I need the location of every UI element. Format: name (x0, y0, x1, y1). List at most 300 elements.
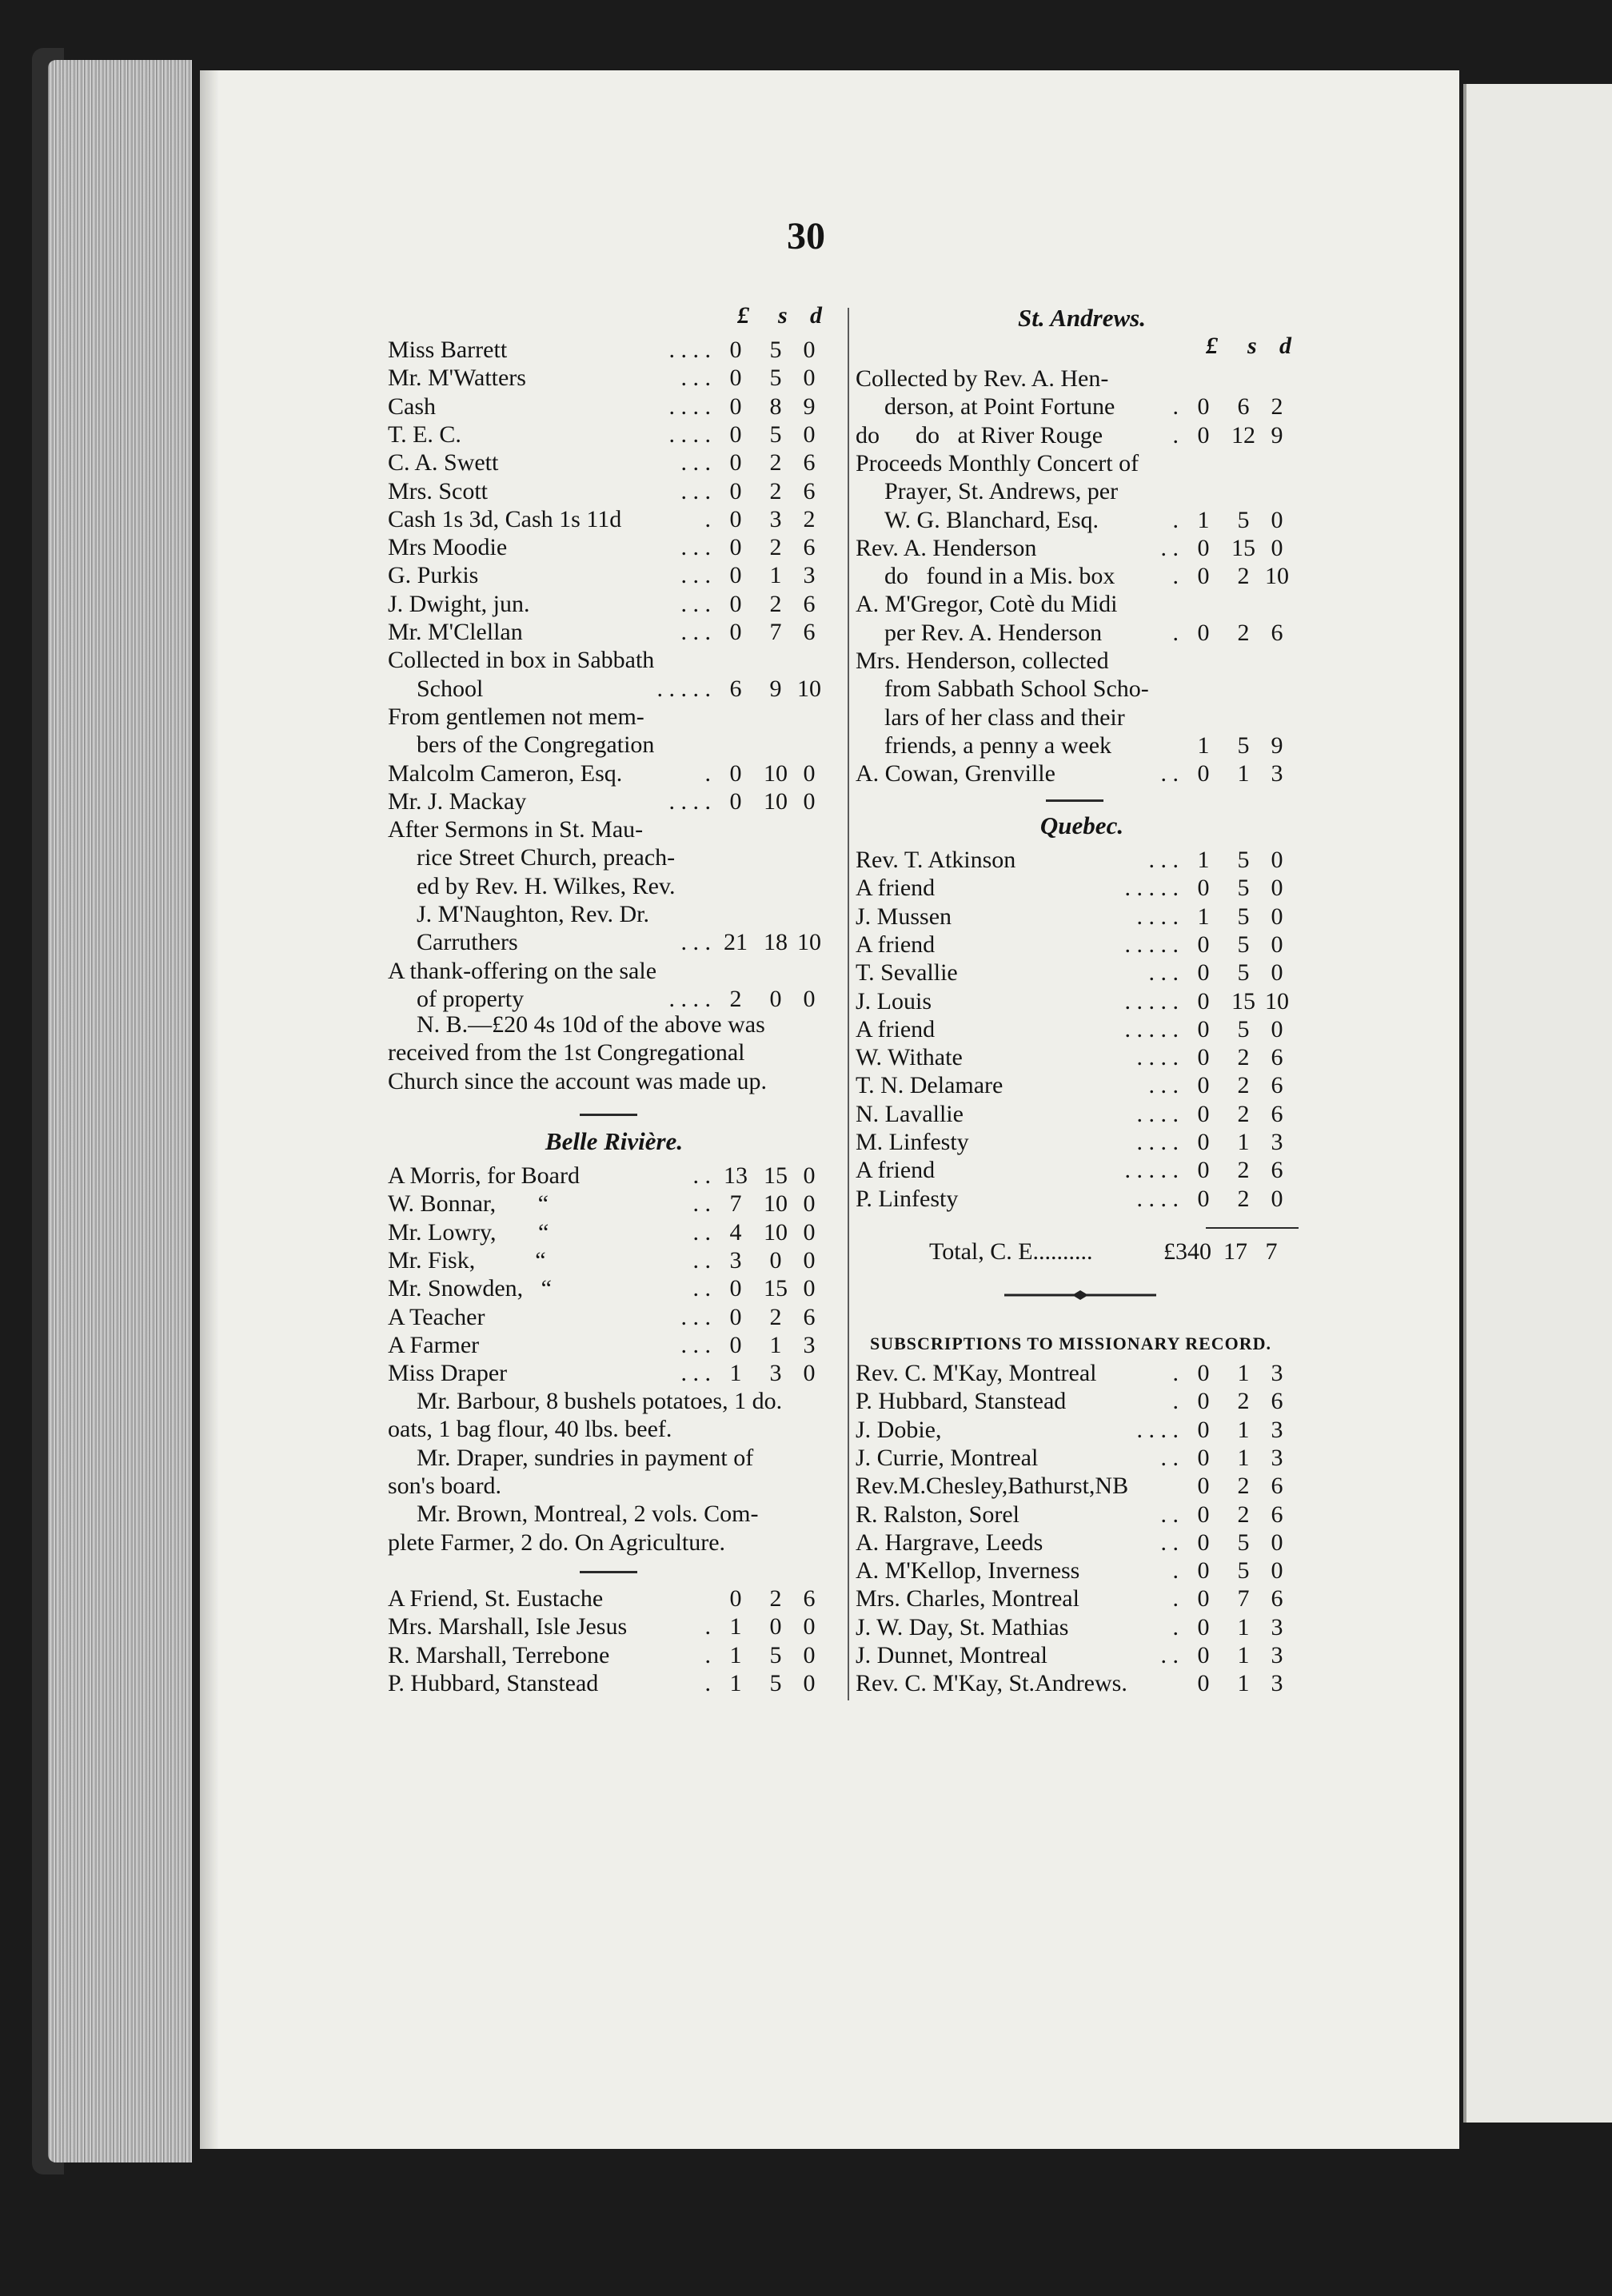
leader-dots: . . . (680, 1360, 711, 1387)
pence-value: 0 (803, 1162, 816, 1189)
pence-value: 0 (803, 1360, 816, 1387)
pence-value: 6 (803, 619, 816, 645)
pounds-value: 0 (1197, 393, 1210, 421)
shillings-value: 5 (1237, 959, 1250, 987)
pence-value: 3 (803, 562, 816, 589)
leader-dots: . . . . (668, 337, 711, 363)
ledger-row (388, 364, 840, 392)
ledger-row (388, 1641, 840, 1669)
pounds-value: 0 (729, 421, 742, 448)
ledger-row (856, 1584, 1308, 1612)
leader-dots: . . . (1148, 1072, 1179, 1099)
entry-name: A Morris, for Board (388, 1162, 580, 1189)
leader-dots: . (1172, 1613, 1179, 1640)
pounds-value: 1 (729, 1613, 742, 1640)
pounds-value: 0 (1197, 1444, 1210, 1471)
ledger-row (856, 1641, 1308, 1669)
pence-value: 3 (1271, 1129, 1283, 1155)
ledger-row (856, 506, 1308, 534)
leader-dots: . . . . . (1124, 875, 1179, 902)
ledger-row (388, 815, 840, 843)
pence-value: 6 (1271, 1044, 1283, 1071)
shillings-value: 5 (1237, 903, 1250, 930)
entry-name: J. Mussen (856, 903, 952, 930)
entry-name: From gentlemen not mem- (388, 703, 644, 730)
shillings-value: 1 (1237, 760, 1250, 787)
leader-dots: . . (1160, 1642, 1179, 1668)
leader-dots: . . . . . (656, 675, 711, 702)
leader-dots: . . . . (1136, 1100, 1179, 1127)
ledger-row (856, 534, 1308, 562)
ledger-row (388, 985, 840, 1013)
entry-name: Mr. J. Mackay (388, 787, 527, 815)
pence-value: 3 (1271, 1670, 1283, 1697)
ledger-row (856, 449, 1308, 477)
shillings-header: s (778, 302, 788, 329)
pence-value: 9 (1271, 421, 1283, 448)
entry-name: A friend (856, 931, 936, 958)
leader-dots: . (704, 759, 711, 787)
pence-value: 10 (1265, 563, 1289, 590)
pounds-value: 0 (729, 619, 742, 645)
entry-name: M. Linfesty (856, 1129, 969, 1155)
entry-name: Mrs. Scott (388, 477, 489, 504)
leader-dots: . . . . . (1124, 931, 1179, 958)
ledger-row (388, 1190, 840, 1218)
ledger-row (856, 1128, 1308, 1156)
pence-value: 9 (1271, 731, 1283, 759)
entry-name: C. A. Swett (388, 449, 499, 476)
ledger-row (856, 1387, 1308, 1415)
entry-name: Cash (388, 393, 436, 420)
entry-name: P. Hubbard, Stanstead (856, 1388, 1067, 1415)
ledger-row (388, 675, 840, 703)
pence-value: 6 (1271, 619, 1283, 646)
shillings-value: 2 (1237, 1473, 1250, 1500)
ledger-row (388, 703, 840, 731)
pounds-value: 0 (1197, 1501, 1210, 1528)
total-label: Total, C. E.......... (929, 1238, 1093, 1265)
leader-dots: . . . . (1136, 1416, 1179, 1443)
ledger-row (856, 1557, 1308, 1584)
leader-dots: . (1172, 393, 1179, 421)
pounds-value: 0 (1197, 987, 1210, 1014)
shillings-value: 1 (1237, 1670, 1250, 1697)
pounds-value: 0 (1197, 1388, 1210, 1415)
pounds-value: 0 (729, 759, 742, 787)
pounds-value: 1 (1197, 847, 1210, 873)
ledger-row (856, 1043, 1308, 1071)
leader-dots: . . . (680, 1331, 711, 1358)
leader-dots: . . (692, 1218, 711, 1246)
pence-value: 6 (803, 1303, 816, 1330)
shillings-value: 2 (1237, 563, 1250, 590)
entry-name: T. N. Delamare (856, 1072, 1004, 1099)
pounds-value: 0 (1197, 1557, 1210, 1584)
ledger-row (388, 872, 840, 900)
pounds-value: 0 (1197, 875, 1210, 902)
ornament-rule (1004, 1289, 1156, 1301)
ledger-row (856, 393, 1308, 421)
pence-value: 0 (803, 1669, 816, 1696)
pounds-value: 0 (1197, 1129, 1210, 1155)
entry-name: Miss Draper (388, 1360, 508, 1387)
entry-name: R. Marshall, Terrebone (388, 1641, 610, 1668)
entry-name: Rev. C. M'Kay, St.Andrews. (856, 1670, 1127, 1697)
ledger-row (856, 1156, 1308, 1184)
pounds-value: 1 (729, 1360, 742, 1387)
pence-value: 3 (1271, 1444, 1283, 1471)
note-line: plete Farmer, 2 do. On Agriculture. (388, 1529, 726, 1556)
pence-value: 6 (1271, 1501, 1283, 1528)
shillings-value: 2 (769, 534, 782, 561)
leader-dots: . . (1160, 1529, 1179, 1556)
ledger-row (856, 1100, 1308, 1128)
pence-value: 0 (803, 365, 816, 392)
ledger-row (856, 704, 1308, 731)
entry-name: G. Purkis (388, 562, 479, 589)
entry-name: Mrs. Charles, Montreal (856, 1585, 1079, 1612)
note-line: oats, 1 bag flour, 40 lbs. beef. (388, 1416, 672, 1443)
pence-value: 3 (803, 1331, 816, 1358)
entry-name: Mr. Fisk, “ (388, 1246, 546, 1274)
pounds-value: 0 (1197, 1613, 1210, 1640)
pounds-value: 1 (729, 1641, 742, 1668)
leader-dots: . (1172, 619, 1179, 646)
entry-name: Carruthers (417, 929, 518, 956)
pounds-value: 0 (729, 1275, 742, 1302)
ledger-row (388, 1669, 840, 1697)
pounds-value: 0 (1197, 760, 1210, 787)
leader-dots: . . . (680, 619, 711, 645)
entry-name: A thank-offering on the sale (388, 957, 657, 984)
ledger-row (856, 1444, 1308, 1472)
entry-name: Mr. M'Watters (388, 365, 526, 392)
entry-name: Prayer, St. Andrews, per (884, 478, 1119, 505)
leader-dots: . . . . . (1124, 1157, 1179, 1184)
note-line: received from the 1st Congregational (388, 1039, 745, 1066)
note-line: Church since the account was made up. (388, 1067, 768, 1094)
entry-name: ed by Rev. H. Wilkes, Rev. (417, 872, 676, 899)
pounds-header: £ (1206, 333, 1218, 359)
pence-value: 6 (1271, 1473, 1283, 1500)
ledger-row (856, 647, 1308, 675)
leader-dots: . . . . (1136, 1129, 1179, 1155)
pence-value: 0 (1271, 875, 1283, 902)
pounds-value: 0 (729, 1585, 742, 1612)
pounds-value: 0 (729, 365, 742, 392)
note-line: Mr. Barbour, 8 bushels potatoes, 1 do. (417, 1388, 783, 1414)
pounds-value: 0 (1197, 1585, 1210, 1612)
pounds-value: 0 (1197, 1670, 1210, 1697)
ledger-row (388, 1584, 840, 1612)
shillings-value: 2 (769, 1303, 782, 1330)
leader-dots: . (1172, 1585, 1179, 1612)
entry-name: J. Currie, Montreal (856, 1444, 1039, 1471)
leader-dots: . . . (680, 449, 711, 476)
entry-name: friends, a penny a week (884, 731, 1112, 759)
ledger-row (856, 1472, 1308, 1500)
leader-dots: . . . . (668, 421, 711, 448)
leader-dots: . . . (680, 534, 711, 561)
shillings-value: 1 (1237, 1360, 1250, 1386)
pounds-value: 0 (729, 590, 742, 617)
total-amount: £340 17 7 (1163, 1238, 1278, 1265)
pence-value: 3 (1271, 1360, 1283, 1386)
ledger-row (856, 1359, 1308, 1387)
pence-value: 0 (803, 1218, 816, 1246)
leader-dots: . . . . (1136, 903, 1179, 930)
shillings-value: 2 (769, 590, 782, 617)
leader-dots: . (704, 505, 711, 532)
entry-name: W. G. Blanchard, Esq. (884, 506, 1099, 533)
shillings-value: 0 (769, 985, 782, 1012)
ledger-row (388, 505, 840, 533)
pounds-value: 1 (1197, 731, 1210, 759)
ledger-row (388, 1331, 840, 1359)
pounds-value: 0 (729, 787, 742, 815)
ledger-row (388, 646, 840, 674)
ledger-row (856, 590, 1308, 618)
pounds-value: 0 (1197, 563, 1210, 590)
ledger-row (388, 900, 840, 928)
entry-name: derson, at Point Fortune (884, 393, 1115, 421)
leader-dots: . . (692, 1162, 711, 1189)
section-rule (1046, 799, 1103, 802)
pounds-value: 0 (729, 477, 742, 504)
ledger-row (388, 1162, 840, 1190)
column-divider (848, 308, 849, 1700)
entry-name: J. W. Day, St. Mathias (856, 1613, 1069, 1640)
ledger-row (388, 336, 840, 364)
pence-value: 6 (803, 1585, 816, 1612)
leader-dots: . . (1160, 760, 1179, 787)
entry-name: rice Street Church, preach- (417, 844, 676, 871)
ledger-row (388, 731, 840, 759)
shillings-value: 10 (764, 787, 788, 815)
ledger-row (856, 931, 1308, 959)
pounds-value: 0 (1197, 1416, 1210, 1443)
ledger-row (856, 1071, 1308, 1099)
entry-name: A. Hargrave, Leeds (856, 1529, 1043, 1556)
entry-name: Mr. Lowry, “ (388, 1218, 549, 1246)
pence-value: 6 (1271, 1100, 1283, 1127)
ledger-row (856, 1185, 1308, 1213)
facing-page-edge (1463, 84, 1612, 2123)
pounds-value: 0 (729, 1331, 742, 1358)
shillings-header: s (1247, 333, 1257, 359)
shillings-value: 15 (1231, 987, 1255, 1014)
note-line: Mr. Brown, Montreal, 2 vols. Com- (417, 1501, 759, 1528)
shillings-value: 2 (769, 477, 782, 504)
leader-dots: . . . . (668, 787, 711, 815)
entry-name: Rev.M.Chesley,Bathurst,NB (856, 1473, 1129, 1500)
pounds-value: 4 (729, 1218, 742, 1246)
shillings-value: 2 (1237, 1157, 1250, 1184)
shillings-value: 1 (1237, 1416, 1250, 1443)
leader-dots: . (704, 1669, 711, 1696)
shillings-value: 3 (769, 505, 782, 532)
shillings-value: 5 (1237, 931, 1250, 958)
entry-name: Rev. A. Henderson (856, 534, 1037, 561)
ledger-row (856, 1613, 1308, 1641)
page-number: 30 (787, 215, 825, 257)
entry-name: A friend (856, 1157, 936, 1184)
pence-value: 10 (797, 929, 821, 956)
shillings-value: 2 (1237, 1044, 1250, 1071)
pence-value: 2 (803, 505, 816, 532)
leader-dots: . . (1160, 534, 1179, 561)
leader-dots: . . . . (1136, 1185, 1179, 1212)
shillings-value: 5 (769, 421, 782, 448)
entry-name: A. M'Gregor, Cotè du Midi (856, 591, 1118, 618)
entry-name: A Farmer (388, 1331, 480, 1358)
entry-name: N. Lavallie (856, 1100, 964, 1127)
pounds-value: 0 (1197, 1100, 1210, 1127)
pence-value: 0 (803, 759, 816, 787)
entry-name: A Teacher (388, 1303, 485, 1330)
entry-name: Mrs. Henderson, collected (856, 648, 1109, 674)
shillings-value: 2 (769, 449, 782, 476)
leader-dots: . . . (680, 562, 711, 589)
shillings-value: 5 (1237, 875, 1250, 902)
entry-name: Miss Barrett (388, 337, 508, 363)
entry-name: T. E. C. (388, 421, 461, 448)
shillings-value: 15 (764, 1275, 788, 1302)
note-line: Mr. Draper, sundries in payment of (417, 1444, 754, 1471)
shillings-value: 8 (769, 393, 782, 420)
st-andrews-heading: St. Andrews. (1018, 304, 1146, 332)
pounds-value: 0 (1197, 421, 1210, 448)
leader-dots: . . . (680, 929, 711, 956)
leader-dots: . . . . . (1124, 1015, 1179, 1042)
leader-dots: . . . (1148, 847, 1179, 873)
leader-dots: . (1172, 1557, 1179, 1584)
shillings-value: 5 (1237, 731, 1250, 759)
ledger-row (388, 1359, 840, 1387)
ledger-row (388, 843, 840, 871)
pence-value: 10 (1265, 987, 1289, 1014)
shillings-value: 2 (1237, 1388, 1250, 1415)
entry-name: After Sermons in St. Mau- (388, 816, 644, 843)
shillings-value: 18 (764, 929, 788, 956)
shillings-value: 3 (769, 1360, 782, 1387)
pounds-value: 1 (1197, 506, 1210, 533)
shillings-value: 2 (1237, 1501, 1250, 1528)
note-line: N. B.—£20 4s 10d of the above was (417, 1011, 765, 1038)
ledger-row (856, 421, 1308, 449)
pounds-value: 21 (724, 929, 748, 956)
shillings-value: 0 (769, 1613, 782, 1640)
pence-value: 0 (1271, 506, 1283, 533)
leader-dots: . . . (680, 1303, 711, 1330)
ledger-row (856, 1015, 1308, 1043)
pounds-value: 0 (1197, 1044, 1210, 1071)
ledger-row (388, 1246, 840, 1274)
pence-value: 3 (1271, 1642, 1283, 1668)
ledger-row (856, 1669, 1308, 1697)
pence-value: 0 (803, 787, 816, 815)
pence-value: 6 (803, 449, 816, 476)
entry-name: Collected in box in Sabbath (388, 647, 655, 674)
pounds-value: 0 (729, 1303, 742, 1330)
leader-dots: . (1172, 563, 1179, 590)
leader-dots: . . . . (1136, 1044, 1179, 1071)
entry-name: School (417, 675, 484, 702)
shillings-value: 15 (764, 1162, 788, 1189)
pence-value: 3 (1271, 1416, 1283, 1443)
pounds-value: 0 (1197, 534, 1210, 561)
entry-name: from Sabbath School Scho- (884, 676, 1149, 703)
shillings-value: 7 (1237, 1585, 1250, 1612)
shillings-value: 5 (769, 337, 782, 363)
ledger-row (388, 1274, 840, 1302)
pounds-value: 0 (1197, 1360, 1210, 1386)
entry-name: A friend (856, 875, 936, 902)
pounds-value: 0 (1197, 1015, 1210, 1042)
leader-dots: . (1172, 421, 1179, 448)
pounds-value: 0 (1197, 1642, 1210, 1668)
entry-name: Collected by Rev. A. Hen- (856, 365, 1109, 392)
ledger-row (388, 477, 840, 505)
pence-value: 0 (1271, 959, 1283, 987)
pence-value: 6 (1271, 1157, 1283, 1184)
entry-name: W. Bonnar, “ (388, 1190, 549, 1218)
shillings-value: 15 (1231, 534, 1255, 561)
entry-name: J. Dunnet, Montreal (856, 1642, 1047, 1668)
entry-name: W. Withate (856, 1044, 963, 1071)
pounds-value: 6 (729, 675, 742, 702)
entry-name: R. Ralston, Sorel (856, 1501, 1020, 1528)
entry-name: Mr. M'Clellan (388, 619, 523, 645)
pence-value: 0 (803, 1246, 816, 1274)
entry-name: do found in a Mis. box (884, 563, 1115, 590)
ledger-row (856, 1501, 1308, 1529)
shillings-value: 10 (764, 1190, 788, 1218)
pence-value: 0 (1271, 931, 1283, 958)
shillings-value: 1 (1237, 1613, 1250, 1640)
leader-dots: . . (1160, 1501, 1179, 1528)
shillings-value: 1 (769, 1331, 782, 1358)
pence-value: 6 (1271, 1072, 1283, 1099)
pounds-value: 0 (1197, 1185, 1210, 1212)
ledger-row (388, 928, 840, 956)
shillings-value: 2 (769, 1585, 782, 1612)
entry-name: Mrs Moodie (388, 534, 508, 561)
pence-value: 0 (1271, 1529, 1283, 1556)
entry-name: J. M'Naughton, Rev. Dr. (417, 901, 649, 927)
pence-value: 9 (803, 393, 816, 420)
leader-dots: . (1172, 1360, 1179, 1386)
pounds-value: 0 (729, 393, 742, 420)
shillings-value: 5 (1237, 1557, 1250, 1584)
entry-name: P. Hubbard, Stanstead (388, 1669, 599, 1696)
pence-value: 0 (1271, 1557, 1283, 1584)
entry-name: Rev. T. Atkinson (856, 847, 1016, 873)
leader-dots: . (1172, 506, 1179, 533)
pounds-value: 13 (724, 1162, 748, 1189)
section-rule (580, 1571, 637, 1573)
ledger-row (856, 562, 1308, 590)
shillings-value: 10 (764, 1218, 788, 1246)
ledger-row (388, 787, 840, 815)
entry-name: J. Louis (856, 987, 932, 1014)
entry-name: P. Linfesty (856, 1185, 959, 1212)
leader-dots: . . (692, 1275, 711, 1302)
pounds-value: 7 (729, 1190, 742, 1218)
pounds-value: 0 (1197, 1529, 1210, 1556)
ledger-row (388, 561, 840, 589)
